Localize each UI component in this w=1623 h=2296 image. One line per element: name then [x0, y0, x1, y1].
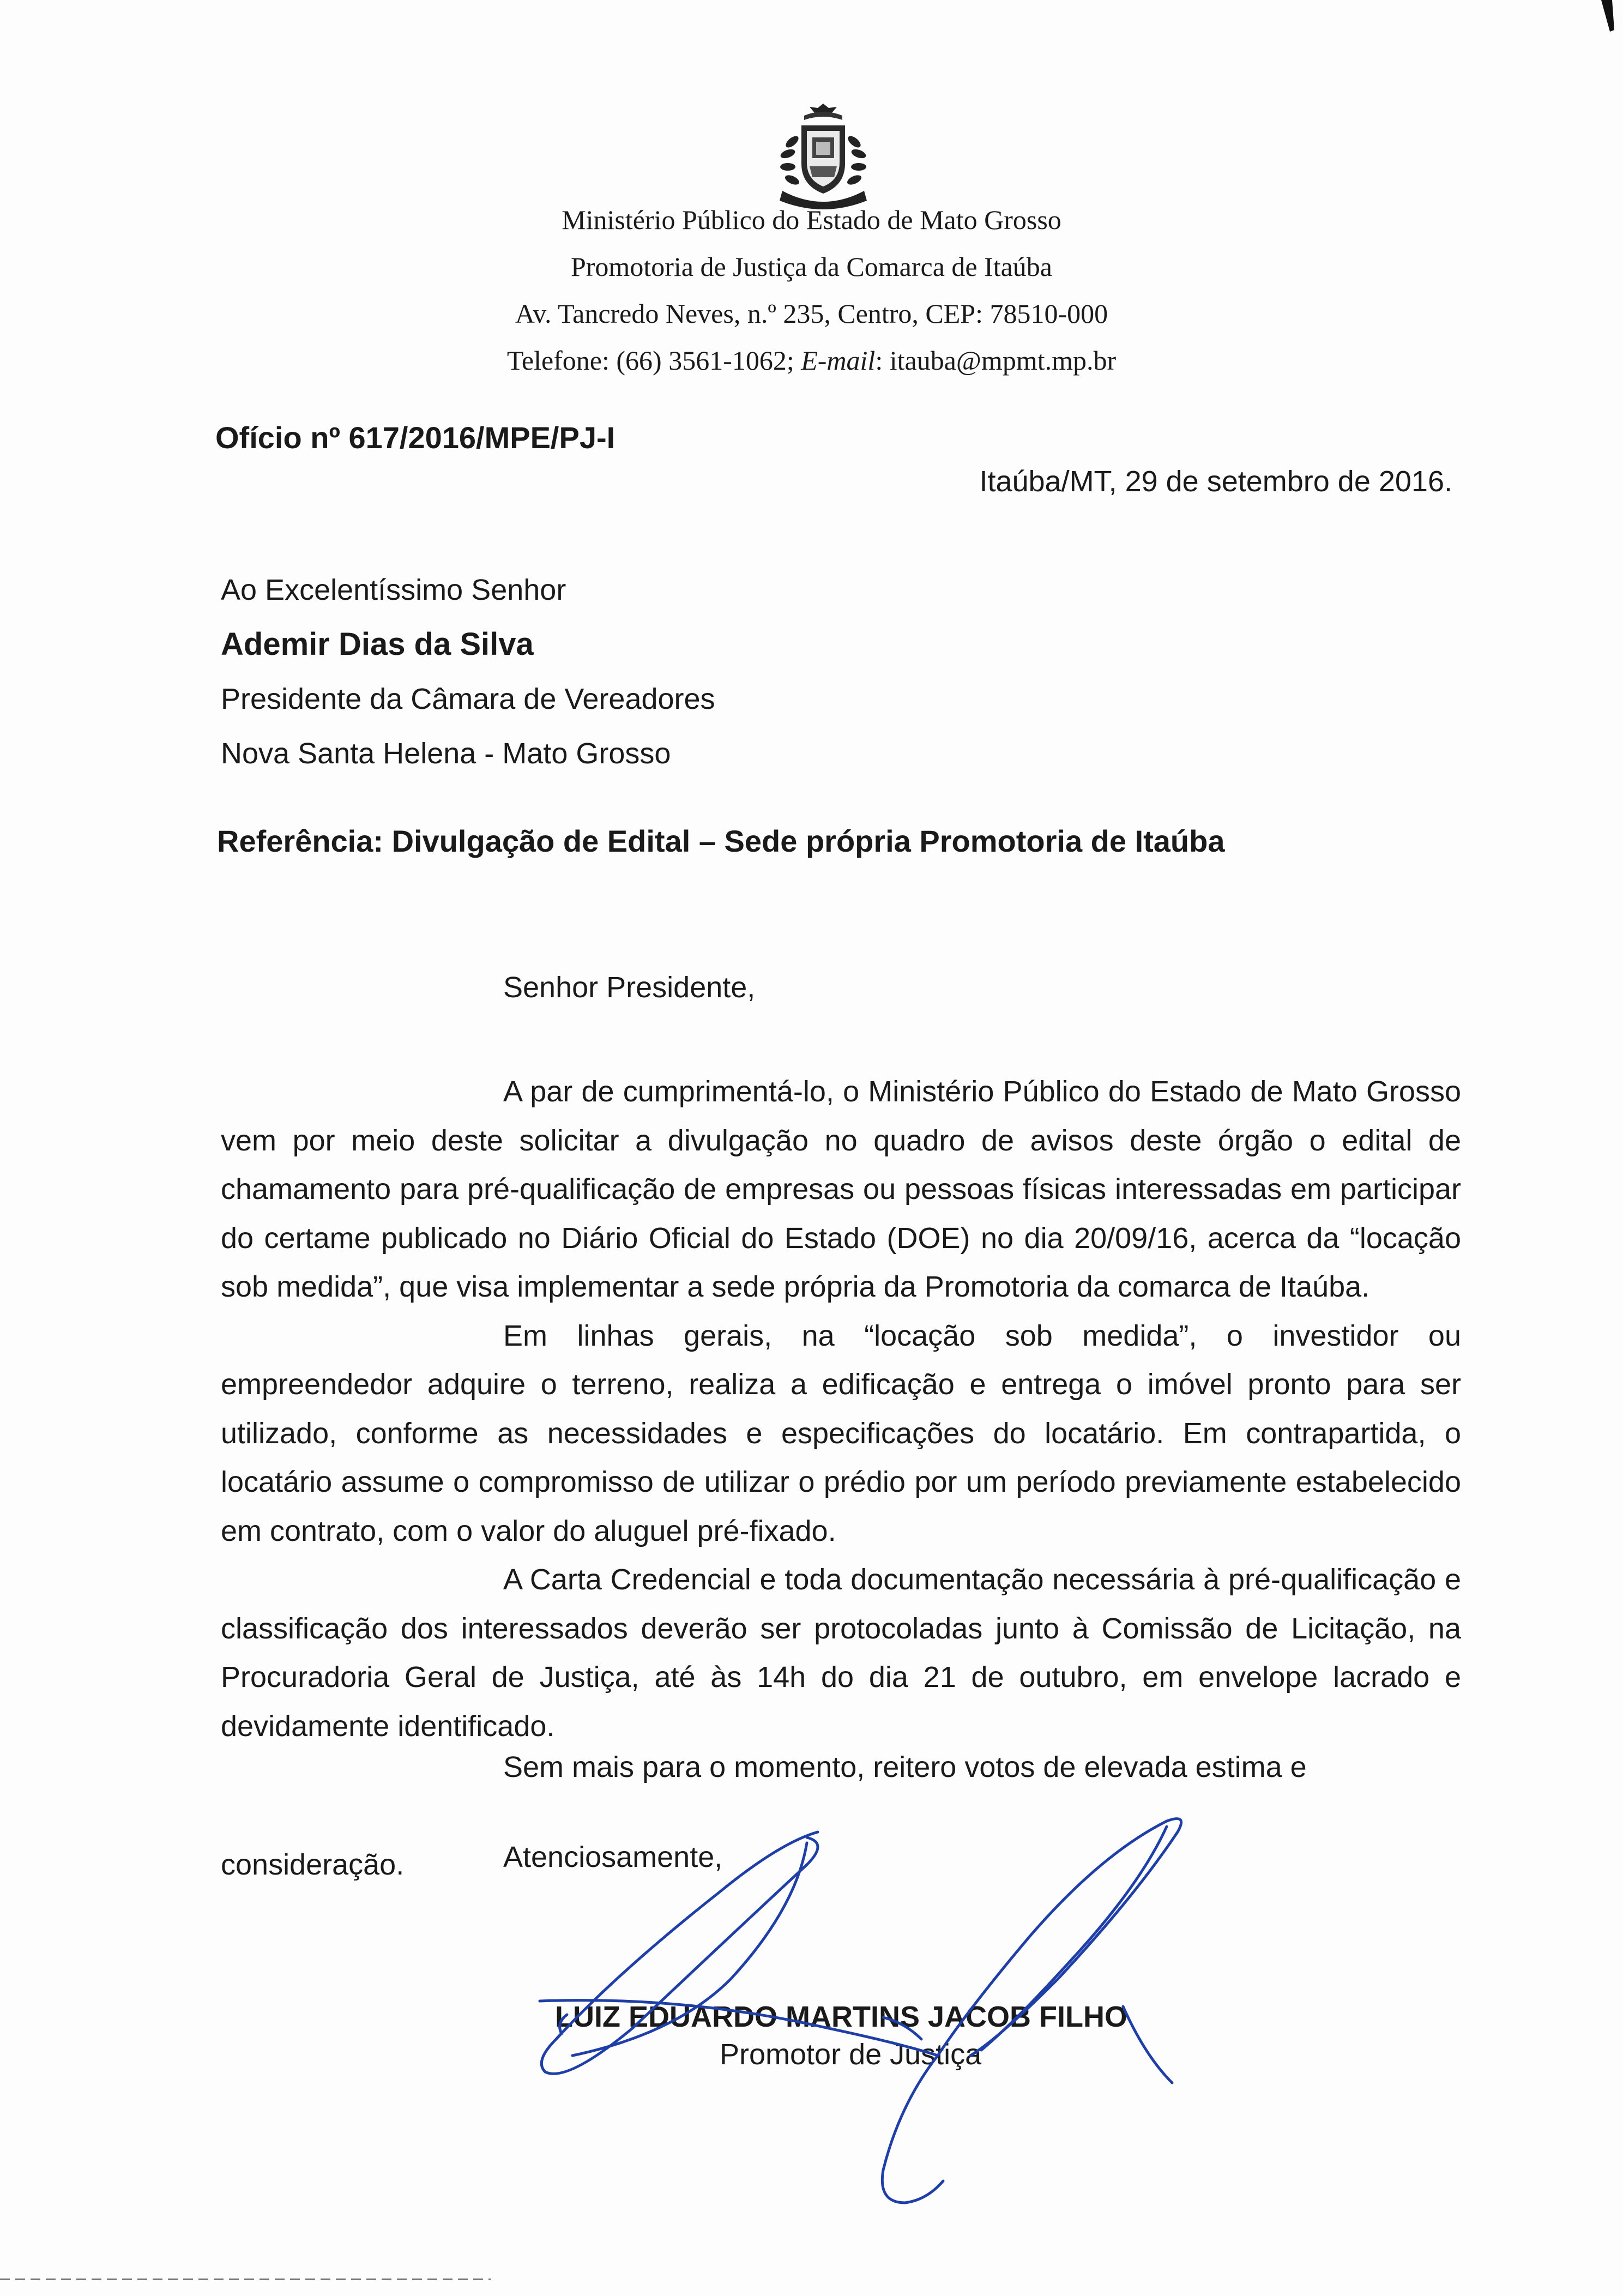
document-number: Ofício nº 617/2016/MPE/PJ-I: [215, 420, 616, 455]
closing-block: [221, 1743, 1461, 1889]
closing-continuation: consideração.: [221, 1848, 405, 1881]
body-paragraph: A par de cumprimentá-lo, o Ministério Público do Estado de Mato Grosso vem por meio deste solicitar a divulgação no quadro de avisos deste órgão o edital de chamamento para pré-qualificação de empresas ou pessoas físicas interessadas em participar do certame publicado no Diário Oficial do Estado (DOE) no dia 20/09/16, acerca da “locação sob medida”, que visa implementar a sede própria da Promotoria da comarca de Itaúba.: [221, 1075, 1461, 1303]
recipient-block: [221, 563, 715, 781]
phone: Telefone: (66) 3561-1062;: [506, 345, 801, 376]
signer-title: Promotor de Justiça: [720, 2038, 982, 2071]
reference-line: Referência: Divulgação de Edital – Sede própria Promotoria de Itaúba: [217, 824, 1225, 858]
body-paragraph: Em linhas gerais, na “locação sob medida”, o investidor ou empreendedor adquire o terreno, realiza a edificação e entrega o imóvel pronto para ser utilizado, conforme as necessidades e especificações do locatário. Em contrapartida, o locatário assume o compromisso de utilizar o prédio por um período previamente estabelecido em contrato, com o valor do aluguel pré-fixado.: [221, 1319, 1461, 1547]
institution-name: Ministério Público do Estado de Mato Grosso: [562, 204, 1061, 235]
scan-artifact-icon: [1596, 0, 1618, 33]
contact-line: [0, 337, 1623, 384]
email-label: E-mail: [801, 345, 876, 376]
sign-off: Atenciosamente,: [503, 1841, 723, 1873]
email-value: : itauba@mpmt.mp.br: [875, 345, 1117, 376]
closing-line: Sem mais para o momento, reitero votos de elevada estima e: [503, 1751, 1307, 1783]
office-name: Promotoria de Justiça da Comarca de Itaúba: [570, 251, 1053, 282]
recipient-greeting: Ao Excelentíssimo Senhor: [221, 574, 566, 606]
scan-artifact-icon: [0, 2277, 491, 2281]
salutation: Senhor Presidente,: [503, 971, 756, 1004]
body-paragraph: A Carta Credencial e toda documentação necessária à pré-qualificação e classificação dos interessados deverão ser protocoladas junto à Comissão de Licitação, na Procuradoria Geral de Justiça, até às 14h do dia 21 de outubro, em envelope lacrado e devidamente identificado.: [221, 1563, 1461, 1743]
recipient-title: Presidente da Câmara de Vereadores: [221, 683, 715, 715]
document-date: Itaúba/MT, 29 de setembro de 2016.: [979, 465, 1452, 498]
recipient-name: Ademir Dias da Silva: [221, 626, 534, 662]
recipient-location: Nova Santa Helena - Mato Grosso: [221, 737, 671, 770]
signer-name: LUIZ EDUARDO MARTINS JACOB FILHO: [555, 2000, 1127, 2033]
letter-body: [221, 1068, 1461, 1751]
letterhead: [0, 196, 1623, 384]
address: Av. Tancredo Neves, n.º 235, Centro, CEP: 78510-000: [515, 298, 1108, 329]
